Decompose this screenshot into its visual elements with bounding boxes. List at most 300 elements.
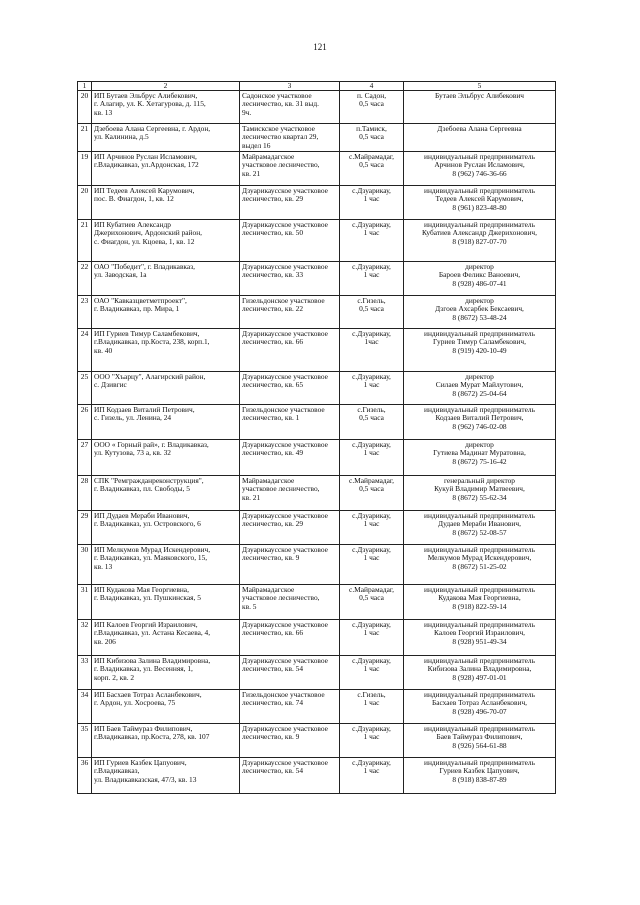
contact-cell-line: Кодзаев Виталий Петрович,: [435, 413, 524, 423]
row-number: 28: [78, 476, 92, 511]
forestry-table: [77, 81, 556, 794]
forestry-cell-line: кв. 21: [242, 168, 261, 178]
location-cell-line: 0,5 часа: [359, 484, 384, 494]
organization-cell-line: г.Владикавказ, ул. Астана Кесаева, 4,: [94, 628, 211, 638]
contact-cell-line: Гуриев Казбек Цапуович,: [439, 766, 520, 776]
contact-cell: [404, 296, 556, 329]
forestry-cell-line: лесничество, кв. 29: [242, 194, 304, 204]
organization-cell-line: ул. Заводская, 1а: [94, 270, 147, 280]
table-row: [78, 405, 556, 440]
forestry-cell-line: Дзуарикаусское участковое: [242, 758, 328, 767]
location-cell-line: 0,5 часа: [359, 99, 384, 109]
location-cell-line: с.Дзуарикау,: [352, 545, 391, 554]
forestry-cell-line: кв. 21: [242, 492, 261, 502]
row-number: 21: [78, 220, 92, 262]
forestry-cell: [240, 476, 340, 511]
contact-cell: [404, 91, 556, 124]
organization-cell-line: ИП Кубатиев Александр: [94, 220, 171, 229]
row-number: 35: [78, 724, 92, 758]
location-cell-line: 0,5 часа: [359, 132, 384, 142]
organization-cell: [92, 690, 240, 724]
contact-cell-line: 8 (8672) 25-04-64: [452, 388, 507, 398]
contact-cell: [404, 405, 556, 440]
forestry-cell-line: участковое лесничество,: [242, 593, 320, 603]
contact-cell-line: Басхаев Тотраз Асланбекович,: [431, 698, 528, 708]
organization-cell-line: г.Владикавказ, пр.Коста, 278, кв. 107: [94, 732, 210, 742]
location-cell: [340, 186, 404, 220]
forestry-cell: [240, 124, 340, 152]
forestry-cell-line: Дзуарикаусское участковое: [242, 656, 328, 665]
row-number: 33: [78, 656, 92, 690]
contact-cell-line: индивидуальный предприниматель: [424, 656, 535, 665]
contact-cell: [404, 329, 556, 372]
row-number: 20: [78, 186, 92, 220]
organization-cell: [92, 186, 240, 220]
header-row: [78, 82, 556, 91]
forestry-cell-line: лесничество, кв. 33: [242, 270, 304, 280]
table-row: [78, 91, 556, 124]
contact-cell-line: 8 (8672) 51-25-02: [452, 561, 507, 571]
row-number: 29: [78, 511, 92, 545]
contact-cell-line: 8 (928) 496-70-07: [452, 706, 507, 716]
location-cell-line: п.Тамиск,: [356, 124, 387, 133]
organization-cell: [92, 758, 240, 794]
forestry-cell: [240, 262, 340, 296]
location-cell: [340, 656, 404, 690]
location-cell: [340, 545, 404, 585]
location-cell-line: с.Дзуарикау,: [352, 724, 391, 733]
header-cell-1: 1: [78, 82, 92, 91]
contact-cell: [404, 545, 556, 585]
location-cell-line: 1 час: [363, 270, 380, 280]
location-cell-line: 1 час: [363, 553, 380, 563]
location-cell-line: с.Дзуарикау,: [352, 220, 391, 229]
location-cell: [340, 124, 404, 152]
organization-cell-line: г. Владикавказ, пл. Свободы, 5: [94, 484, 190, 494]
organization-cell-line: кв. 40: [94, 345, 113, 355]
forestry-cell-line: Дзуарикаусское участковое: [242, 724, 328, 733]
contact-cell-line: 8 (962) 746-02-08: [452, 421, 507, 431]
table-row: [78, 545, 556, 585]
location-cell: [340, 329, 404, 372]
organization-cell-line: ИП Калоев Георгий Израилович,: [94, 620, 198, 629]
contact-cell: [404, 440, 556, 476]
table-row: [78, 724, 556, 758]
contact-cell: [404, 724, 556, 758]
location-cell-line: 1 час: [363, 732, 380, 742]
contact-cell-line: индивидуальный предприниматель: [424, 220, 535, 229]
forestry-cell: [240, 152, 340, 186]
contact-cell-line: Гуриев Тимур Саламбекович,: [433, 337, 526, 347]
contact-cell-line: индивидуальный предприниматель: [424, 329, 535, 338]
contact-cell-line: индивидуальный предприниматель: [424, 690, 535, 699]
organization-cell-line: г. Алагир, ул. К. Хетагурова, д. 115,: [94, 99, 206, 109]
table-row: [78, 372, 556, 405]
contact-cell-line: 8 (962) 746-36-66: [452, 168, 507, 178]
contact-cell-line: индивидуальный предприниматель: [424, 620, 535, 629]
contact-cell-line: Калоев Георгий Израилович,: [433, 628, 526, 638]
location-cell: [340, 405, 404, 440]
forestry-cell-line: Майрамадагское: [242, 152, 295, 161]
forestry-cell: [240, 220, 340, 262]
location-cell-line: с.Майрамадаг,: [349, 152, 394, 161]
contact-cell-line: индивидуальный предприниматель: [424, 405, 535, 414]
organization-cell-line: ул. Кутузова, 73 а, кв. 32: [94, 448, 171, 458]
row-number: 32: [78, 620, 92, 656]
row-number: 31: [78, 585, 92, 620]
forestry-cell-line: лесничество, кв. 49: [242, 448, 304, 458]
organization-cell-line: кв. 206: [94, 636, 116, 646]
location-cell-line: 1 час: [363, 448, 380, 458]
table-row: [78, 440, 556, 476]
contact-cell-line: Дудаев Мераби Иванович,: [438, 519, 521, 529]
contact-cell: [404, 186, 556, 220]
contact-cell: [404, 124, 556, 152]
organization-cell-line: ул. Владикавказская, 47/3, кв. 13: [94, 774, 197, 784]
location-cell-line: 1 час: [363, 228, 380, 238]
row-number: 22: [78, 262, 92, 296]
forestry-cell: [240, 372, 340, 405]
location-cell-line: с.Дзуарикау,: [352, 758, 391, 767]
row-number: 25: [78, 372, 92, 405]
contact-cell-line: 8 (928) 497-01-01: [452, 672, 507, 682]
contact-cell-line: Кибизова Залина Владимировна,: [427, 664, 532, 674]
location-cell-line: с.Гизель,: [357, 296, 386, 305]
forestry-cell-line: Тамискское участковое: [242, 124, 315, 133]
contact-cell: [404, 585, 556, 620]
forestry-cell-line: лесничество, кв. 54: [242, 766, 304, 776]
organization-cell-line: с. Фиагдон, ул. Кцоева, 1, кв. 12: [94, 236, 195, 246]
contact-cell: [404, 262, 556, 296]
location-cell-line: с.Майрамадаг,: [349, 476, 394, 485]
forestry-cell-line: лесничество, кв. 22: [242, 304, 304, 314]
organization-cell-line: с. Гизель, ул. Ленина, 24: [94, 413, 172, 423]
location-cell-line: с.Дзуарикау,: [352, 186, 391, 195]
forestry-cell-line: лесничество, кв. 54: [242, 664, 304, 674]
forestry-cell-line: Дзуарикаусское участковое: [242, 186, 328, 195]
contact-cell-line: 8 (918) 822-59-14: [452, 601, 507, 611]
contact-cell-line: 8 (8672) 75-16-42: [452, 456, 507, 466]
forestry-cell-line: лесничество, кв. 1: [242, 413, 300, 423]
forestry-cell: [240, 585, 340, 620]
header-cell-2: 2: [92, 82, 240, 91]
location-cell-line: 1 час: [363, 698, 380, 708]
contact-cell-line: Кубатиев Александр Джерихонович,: [422, 228, 537, 238]
forestry-cell: [240, 511, 340, 545]
organization-cell: [92, 511, 240, 545]
forestry-cell: [240, 186, 340, 220]
contact-cell-line: Кукуй Владимир Матвеевич,: [434, 484, 525, 494]
location-cell: [340, 91, 404, 124]
location-cell: [340, 724, 404, 758]
row-number: 20: [78, 91, 92, 124]
contact-cell-line: 8 (8672) 52-08-57: [452, 527, 507, 537]
forestry-cell-line: лесничество квартал 29,: [242, 132, 319, 142]
row-number: 30: [78, 545, 92, 585]
forestry-cell-line: Дзуарикаусское участковое: [242, 440, 328, 449]
table-row: [78, 296, 556, 329]
organization-cell: [92, 476, 240, 511]
contact-cell-line: 8 (928) 486-07-41: [452, 278, 507, 288]
location-cell: [340, 440, 404, 476]
table-row: [78, 262, 556, 296]
header-cell-3: 3: [240, 82, 340, 91]
organization-cell: [92, 440, 240, 476]
location-cell: [340, 620, 404, 656]
location-cell-line: 0,5 часа: [359, 413, 384, 423]
organization-cell-line: г. Ардон, ул. Хосроева, 75: [94, 698, 176, 708]
table-row: [78, 758, 556, 794]
contact-cell-line: Мелкумов Мурад Искендерович,: [427, 553, 532, 563]
organization-cell-line: ИП Гуриев Тимур Саламбекович,: [94, 329, 200, 338]
forestry-cell-line: Гизельдонское участковое: [242, 690, 325, 699]
organization-cell-line: пос. В. Фиагдон, 1, кв. 12: [94, 194, 174, 204]
contact-cell: [404, 372, 556, 405]
organization-cell: [92, 656, 240, 690]
contact-cell-line: директор: [465, 296, 494, 305]
table-row: [78, 620, 556, 656]
forestry-cell-line: лесничество, кв. 9: [242, 732, 300, 742]
forestry-cell: [240, 405, 340, 440]
organization-cell-line: ИП Кибизова Залина Владимировна,: [94, 656, 211, 665]
organization-cell-line: с. Дзивгис: [94, 380, 127, 390]
contact-cell-line: индивидуальный предприниматель: [424, 152, 535, 161]
organization-cell-line: ИП Басхаев Тотраз Асланбекович,: [94, 690, 202, 699]
contact-cell: [404, 656, 556, 690]
contact-cell-line: Тедеев Алексей Карумович,: [435, 194, 524, 204]
forestry-cell-line: Дзуарикаусское участковое: [242, 545, 328, 554]
location-cell-line: 1 час: [363, 380, 380, 390]
contact-cell-line: Силаев Мурат Майлутович,: [435, 380, 524, 390]
row-number: 23: [78, 296, 92, 329]
organization-cell-line: ИП Кудакова Мая Георгиевна,: [94, 585, 189, 594]
forestry-cell-line: лесничество, кв. 9: [242, 553, 300, 563]
contact-cell-line: 8 (8672) 55-62-34: [452, 492, 507, 502]
contact-cell: [404, 620, 556, 656]
contact-cell: [404, 511, 556, 545]
organization-cell: [92, 405, 240, 440]
forestry-cell-line: выдел 16: [242, 140, 271, 150]
location-cell-line: 1 час: [363, 628, 380, 638]
contact-cell-line: директор: [465, 440, 494, 449]
location-cell: [340, 476, 404, 511]
contact-cell-line: индивидуальный предприниматель: [424, 545, 535, 554]
row-number: 21: [78, 124, 92, 152]
contact-cell: [404, 758, 556, 794]
location-cell: [340, 758, 404, 794]
table-row: [78, 585, 556, 620]
location-cell-line: с.Дзуарикау,: [352, 262, 391, 271]
row-number: 19: [78, 152, 92, 186]
forestry-cell: [240, 620, 340, 656]
organization-cell: [92, 220, 240, 262]
contact-cell-line: индивидуальный предприниматель: [424, 724, 535, 733]
contact-cell-line: Гутиева Мадинат Муратовна,: [433, 448, 526, 458]
organization-cell-line: ИП Кодзаев Виталий Петрович,: [94, 405, 195, 414]
contact-cell-line: 8 (918) 838-87-89: [452, 774, 507, 784]
organization-cell-line: г.Владикавказ, пр.Коста, 238, корп.1,: [94, 337, 210, 347]
organization-cell: [92, 124, 240, 152]
forestry-cell-line: Дзуарикаусское участковое: [242, 511, 328, 520]
organization-cell-line: г. Владикавказ, ул. Пушкинская, 5: [94, 593, 201, 603]
contact-cell-line: индивидуальный предприниматель: [424, 186, 535, 195]
table-row: [78, 476, 556, 511]
location-cell-line: с.Дзуарикау,: [352, 329, 391, 338]
forestry-cell-line: Гизельдонское участковое: [242, 296, 325, 305]
forestry-cell: [240, 440, 340, 476]
organization-cell: [92, 620, 240, 656]
row-number: 27: [78, 440, 92, 476]
table-row: [78, 690, 556, 724]
location-cell-line: 1 час: [363, 519, 380, 529]
organization-cell: [92, 296, 240, 329]
contact-cell-line: 8 (928) 951-49-34: [452, 636, 507, 646]
organization-cell-line: г. Владикавказ, ул. Маяковского, 15,: [94, 553, 208, 563]
location-cell: [340, 152, 404, 186]
forestry-cell: [240, 296, 340, 329]
location-cell-line: с.Дзуарикау,: [352, 440, 391, 449]
table-row: [78, 656, 556, 690]
forestry-cell: [240, 690, 340, 724]
contact-cell: [404, 220, 556, 262]
organization-cell: [92, 545, 240, 585]
contact-cell-line: Кудакова Мая Георгиевна,: [438, 593, 521, 603]
organization-cell-line: г. Владикавказ, ул. Островского, 6: [94, 519, 201, 529]
contact-cell: [404, 476, 556, 511]
forestry-cell: [240, 91, 340, 124]
location-cell-line: с.Майрамадаг,: [349, 585, 394, 594]
contact-cell-line: индивидуальный предприниматель: [424, 585, 535, 594]
location-cell-line: 0,5 часа: [359, 160, 384, 170]
forestry-cell-line: Майрамадагское: [242, 585, 295, 594]
organization-cell-line: ООО « Горный рай», г. Владикавказ,: [94, 440, 209, 449]
row-number: 26: [78, 405, 92, 440]
contact-cell-line: 8 (961) 823-48-80: [452, 202, 507, 212]
contact-cell-line: индивидуальный предприниматель: [424, 511, 535, 520]
contact-cell-line: директор: [465, 372, 494, 381]
organization-cell-line: корп. 2, кв. 2: [94, 672, 135, 682]
contact-cell-line: генеральный директор: [444, 476, 515, 485]
forestry-cell-line: Гизельдонское участковое: [242, 405, 325, 414]
contact-cell-line: Бароев Феликс Ваноевич,: [438, 270, 521, 280]
location-cell: [340, 296, 404, 329]
header-cell-5: 5: [404, 82, 556, 91]
forestry-cell-line: лесничество, кв. 50: [242, 228, 304, 238]
contact-cell: [404, 152, 556, 186]
forestry-cell: [240, 656, 340, 690]
location-cell-line: 1 час: [363, 194, 380, 204]
table-row: [78, 152, 556, 186]
contact-cell-line: индивидуальный предприниматель: [424, 758, 535, 767]
location-cell-line: с.Дзуарикау,: [352, 511, 391, 520]
forestry-cell-line: Дзуарикаусское участковое: [242, 372, 328, 381]
location-cell-line: 1 час: [363, 766, 380, 776]
organization-cell-line: Джерихонович, Ардонский район,: [94, 228, 203, 238]
forestry-cell: [240, 329, 340, 372]
organization-cell: [92, 262, 240, 296]
organization-cell: [92, 724, 240, 758]
organization-cell-line: ОАО "Кавказцветметпроект",: [94, 296, 187, 305]
location-cell-line: с.Дзуарикау,: [352, 656, 391, 665]
contact-cell-line: Дзгоев Ахсарбек Бексаевич,: [435, 304, 524, 314]
organization-cell: [92, 329, 240, 372]
forestry-cell-line: лесничество, кв. 66: [242, 628, 304, 638]
forestry-cell-line: лесничество, кв. 65: [242, 380, 304, 390]
organization-cell-line: ИП Мелкумов Мурад Искендерович,: [94, 545, 211, 554]
table-body: [78, 91, 556, 794]
contact-cell-line: 8 (8672) 53-48-24: [452, 312, 507, 322]
forestry-cell-line: лесничество, кв. 74: [242, 698, 304, 708]
location-cell-line: с.Дзуарикау,: [352, 372, 391, 381]
organization-cell-line: г. Владикавказ, ул. Весенняя, 1,: [94, 664, 193, 674]
location-cell: [340, 585, 404, 620]
forestry-cell-line: Дзуарикаусское участковое: [242, 620, 328, 629]
contact-cell-line: Дзебоева Алана Сергеевна: [437, 124, 522, 133]
organization-cell-line: ООО "Хъарцу", Алагирский район,: [94, 372, 206, 381]
location-cell-line: п. Садон,: [356, 91, 387, 100]
organization-cell-line: ИП Бутаев Эльбрус Алибекович,: [94, 91, 198, 100]
location-cell-line: с.Гизель,: [357, 690, 386, 699]
forestry-cell-line: участковое лесничество,: [242, 484, 320, 494]
contact-cell-line: 8 (926) 564-61-88: [452, 740, 507, 750]
table-row: [78, 220, 556, 262]
organization-cell-line: г.Владикавказ,: [94, 766, 140, 776]
organization-cell: [92, 585, 240, 620]
organization-cell: [92, 372, 240, 405]
location-cell: [340, 372, 404, 405]
location-cell: [340, 511, 404, 545]
forestry-cell: [240, 724, 340, 758]
organization-cell-line: ИП Гуриев Казбек Цапуович,: [94, 758, 187, 767]
contact-cell-line: Бутаев Эльбрус Алибекович: [435, 91, 524, 100]
location-cell-line: 0,5 часа: [359, 304, 384, 314]
forestry-cell-line: лесничество, кв. 31 выд.: [242, 99, 319, 109]
forestry-cell-line: Садонское участковое: [242, 91, 312, 100]
organization-cell-line: ИП Баев Таймураз Филипович,: [94, 724, 193, 733]
organization-cell: [92, 152, 240, 186]
row-number: 36: [78, 758, 92, 794]
contact-cell-line: 8 (918) 827-07-70: [452, 236, 507, 246]
organization-cell-line: г.Владикавказ, ул.Ардонская, 172: [94, 160, 199, 170]
organization-cell-line: кв. 13: [94, 561, 113, 571]
organization-cell-line: Дзебоева Алана Сергеевна, г. Ардон,: [94, 124, 211, 133]
contact-cell-line: 8 (919) 420-10-49: [452, 345, 507, 355]
location-cell-line: 1час: [364, 337, 379, 347]
table-row: [78, 511, 556, 545]
organization-cell-line: кв. 13: [94, 107, 113, 117]
forestry-cell-line: 9ч.: [242, 107, 252, 117]
table-row: [78, 186, 556, 220]
organization-cell-line: ИП Дудаев Мераби Иванович,: [94, 511, 190, 520]
organization-cell-line: ОАО "Победит", г. Владикавказ,: [94, 262, 195, 271]
header-cell-4: 4: [340, 82, 404, 91]
row-number: 34: [78, 690, 92, 724]
location-cell: [340, 262, 404, 296]
organization-cell-line: г. Владикавказ, пр. Мира, 1: [94, 304, 180, 314]
forestry-cell-line: кв. 5: [242, 601, 257, 611]
forestry-cell: [240, 545, 340, 585]
page-number: 121: [313, 42, 327, 52]
forestry-cell-line: лесничество, кв. 66: [242, 337, 304, 347]
location-cell-line: с.Гизель,: [357, 405, 386, 414]
table-row: [78, 124, 556, 152]
contact-cell-line: Арчинов Руслан Исламович,: [434, 160, 525, 170]
table-row: [78, 329, 556, 372]
location-cell: [340, 220, 404, 262]
location-cell-line: с.Дзуарикау,: [352, 620, 391, 629]
organization-cell-line: ИП Арчинов Руслан Исламович,: [94, 152, 197, 161]
forestry-cell: [240, 758, 340, 794]
